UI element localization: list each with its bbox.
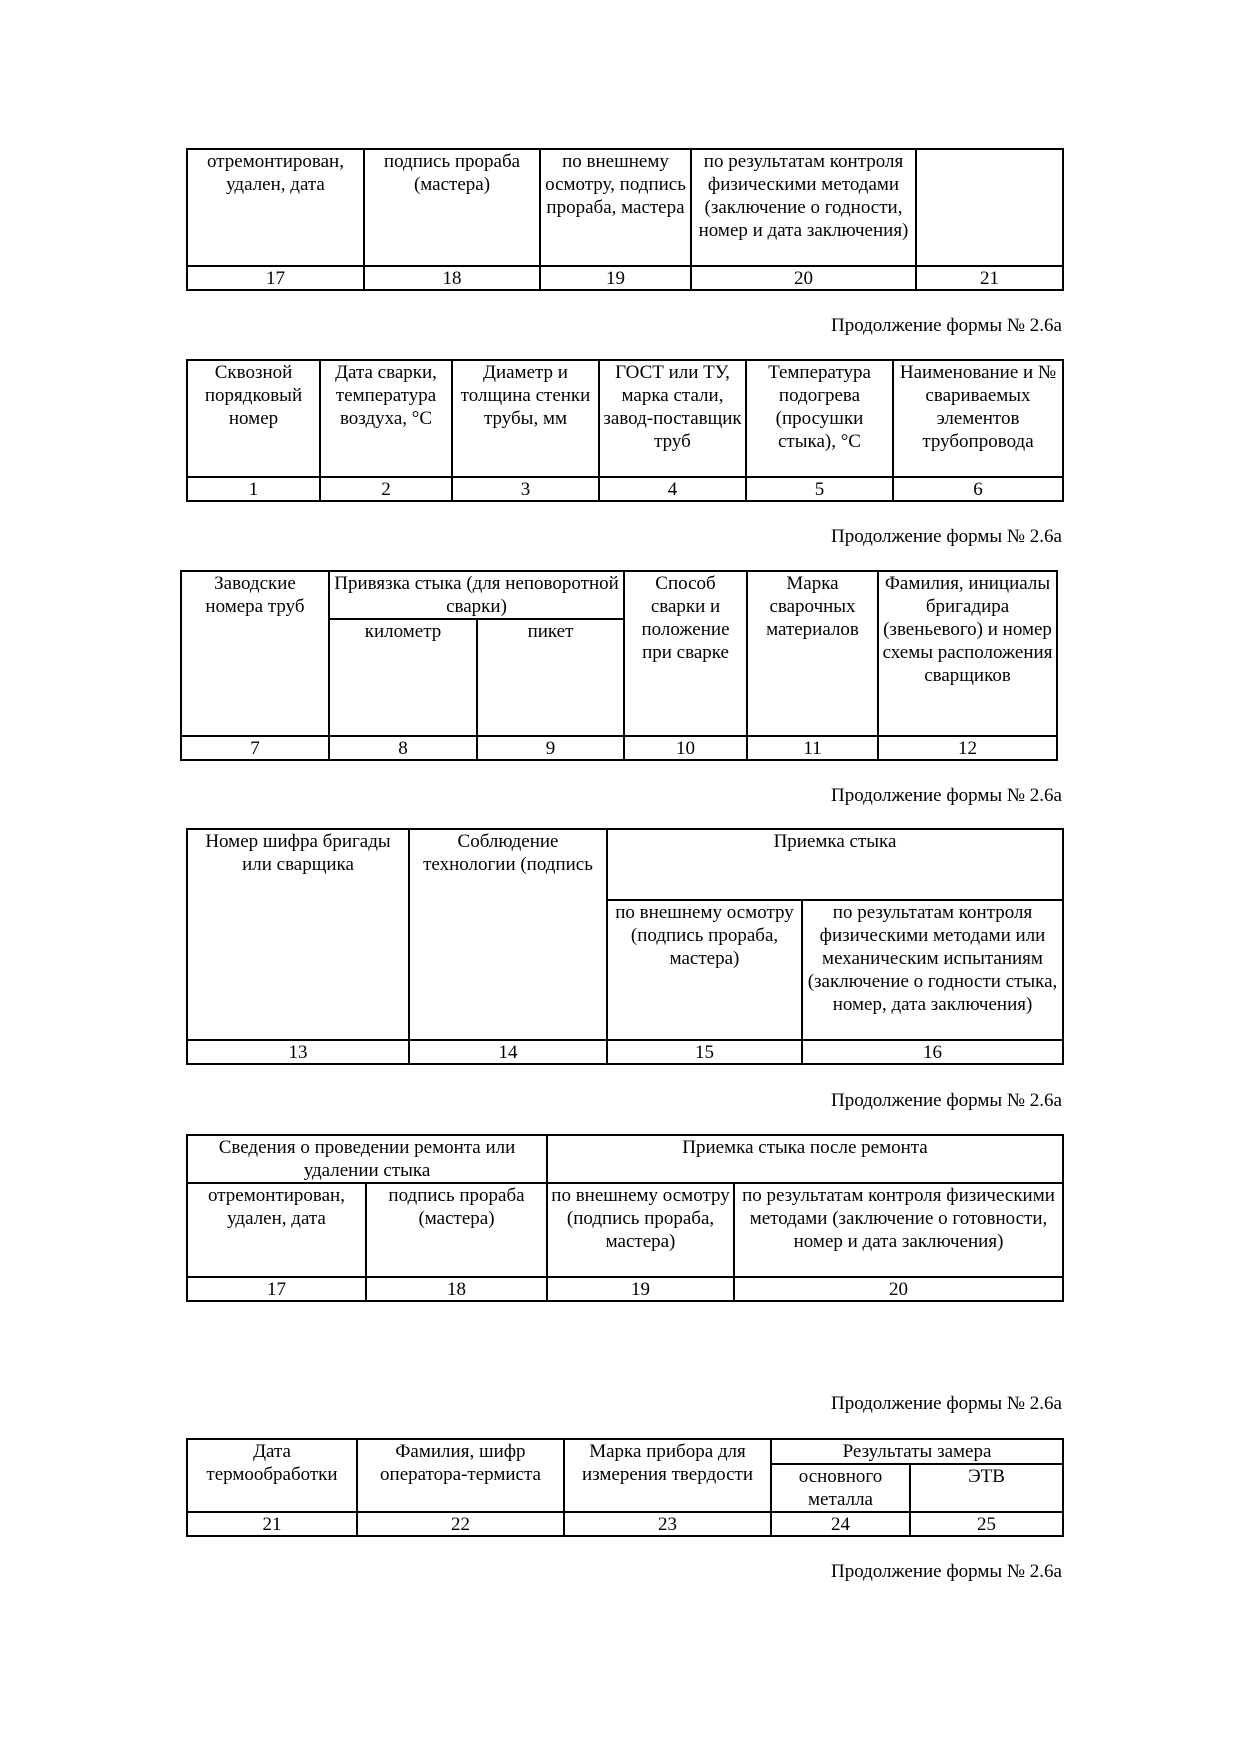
header-cell-welding-date: Дата сварки, температура воздуха, °С — [320, 360, 452, 477]
header-cell-visual-inspection: по внешнему осмотру, подпись прораба, мастера — [540, 149, 691, 266]
header-cell-foreman-signature: подпись прораба (мастера) — [366, 1183, 547, 1277]
header-cell-physical-control: по результатам контроля физическими методами (заключение о годности, номер и дата заключения) — [691, 149, 916, 266]
header-cell-operator-name: Фамилия, шифр оператора-термиста — [357, 1439, 564, 1512]
continuation-label: Продолжение формы № 2.6а — [830, 1393, 1062, 1414]
table-repair-continuation — [186, 148, 1064, 291]
header-cell-after-repair-acceptance: Приемка стыка после ремонта — [547, 1135, 1063, 1183]
header-cell-joint-binding: Привязка стыка (для неповоротной сварки) — [329, 571, 624, 619]
column-number: 25 — [910, 1512, 1063, 1536]
table-joint-binding — [180, 570, 1058, 761]
table-repair-info — [186, 1134, 1064, 1302]
header-cell-visual-inspection: по внешнему осмотру (подпись прораба, мастера) — [547, 1183, 734, 1277]
table-heat-treatment — [186, 1438, 1064, 1537]
column-number: 21 — [187, 1512, 357, 1536]
header-cell-kilometer: километр — [329, 619, 477, 736]
column-number: 16 — [802, 1040, 1063, 1064]
column-number: 22 — [357, 1512, 564, 1536]
header-cell-preheat-temperature: Температура подогрева (просушки стыка), °С — [746, 360, 893, 477]
header-cell-foreman-signature: подпись прораба (мастера) — [364, 149, 540, 266]
header-cell-repaired: отремонтирован, удален, дата — [187, 149, 364, 266]
column-number: 13 — [187, 1040, 409, 1064]
header-cell-repair-info: Сведения о проведении ремонта или удалении стыка — [187, 1135, 547, 1183]
column-number: 1 — [187, 477, 320, 501]
header-cell-welding-materials: Марка сварочных материалов — [747, 571, 878, 736]
column-number: 11 — [747, 736, 878, 760]
column-number: 3 — [452, 477, 599, 501]
header-cell-element-name: Наименование и № свариваемых элементов трубопровода — [893, 360, 1063, 477]
header-cell-brigade-code: Номер шифра бригады или сварщика — [187, 829, 409, 1040]
column-number: 24 — [771, 1512, 910, 1536]
header-cell-hardness-device: Марка прибора для измерения твердости — [564, 1439, 771, 1512]
column-number: 18 — [364, 266, 540, 290]
continuation-label: Продолжение формы № 2.6а — [830, 785, 1062, 806]
header-cell-repaired: отремонтирован, удален, дата — [187, 1183, 366, 1277]
header-cell-joint-acceptance: Приемка стыка — [607, 829, 1063, 900]
column-number: 12 — [878, 736, 1057, 760]
table-joint-info — [186, 359, 1064, 502]
header-cell-measurement-results: Результаты замера — [771, 1439, 1063, 1464]
column-number: 19 — [540, 266, 691, 290]
column-number: 21 — [916, 266, 1063, 290]
header-cell-steel-grade: ГОСТ или ТУ, марка стали, завод-поставщик труб — [599, 360, 746, 477]
column-number: 6 — [893, 477, 1063, 501]
header-cell-base-metal: основного металла — [771, 1464, 910, 1512]
continuation-label: Продолжение формы № 2.6а — [830, 1090, 1062, 1111]
column-number: 14 — [409, 1040, 607, 1064]
header-cell-factory-pipe-numbers: Заводские номера труб — [181, 571, 329, 736]
table-joint-acceptance — [186, 828, 1064, 1065]
continuation-label: Продолжение формы № 2.6а — [830, 1561, 1062, 1582]
header-cell-visual-inspection: по внешнему осмотру (подпись прораба, мастера) — [607, 900, 802, 1040]
column-number: 19 — [547, 1277, 734, 1301]
column-number: 17 — [187, 266, 364, 290]
column-number: 8 — [329, 736, 477, 760]
column-number: 10 — [624, 736, 747, 760]
column-number: 15 — [607, 1040, 802, 1064]
header-cell-physical-control: по результатам контроля физическими методами (заключение о готовности, номер и дата заключения) — [734, 1183, 1063, 1277]
header-cell-physical-control: по результатам контроля физическими методами или механическим испытаниям (заключение о годности стыка, номер, дата заключения) — [802, 900, 1063, 1040]
column-number: 18 — [366, 1277, 547, 1301]
column-number: 9 — [477, 736, 624, 760]
header-cell-welding-method: Способ сварки и положение при сварке — [624, 571, 747, 736]
column-number: 2 — [320, 477, 452, 501]
column-number: 23 — [564, 1512, 771, 1536]
column-number: 20 — [734, 1277, 1063, 1301]
continuation-label: Продолжение формы № 2.6а — [830, 315, 1062, 336]
column-number: 4 — [599, 477, 746, 501]
header-cell-etv: ЭТВ — [910, 1464, 1063, 1512]
column-number: 20 — [691, 266, 916, 290]
continuation-label: Продолжение формы № 2.6а — [830, 526, 1062, 547]
header-cell-technology-compliance: Соблюдение технологии (подпись — [409, 829, 607, 1040]
column-number: 7 — [181, 736, 329, 760]
header-cell-empty — [916, 149, 1063, 266]
header-cell-heat-treatment-date: Дата термообработки — [187, 1439, 357, 1512]
header-cell-sequence-number: Сквозной порядковый номер — [187, 360, 320, 477]
header-cell-foreman-name: Фамилия, инициалы бригадира (звеньевого) и номер схемы расположения сварщиков — [878, 571, 1057, 736]
header-cell-picket: пикет — [477, 619, 624, 736]
column-number: 5 — [746, 477, 893, 501]
header-cell-pipe-diameter: Диаметр и толщина стенки трубы, мм — [452, 360, 599, 477]
column-number: 17 — [187, 1277, 366, 1301]
